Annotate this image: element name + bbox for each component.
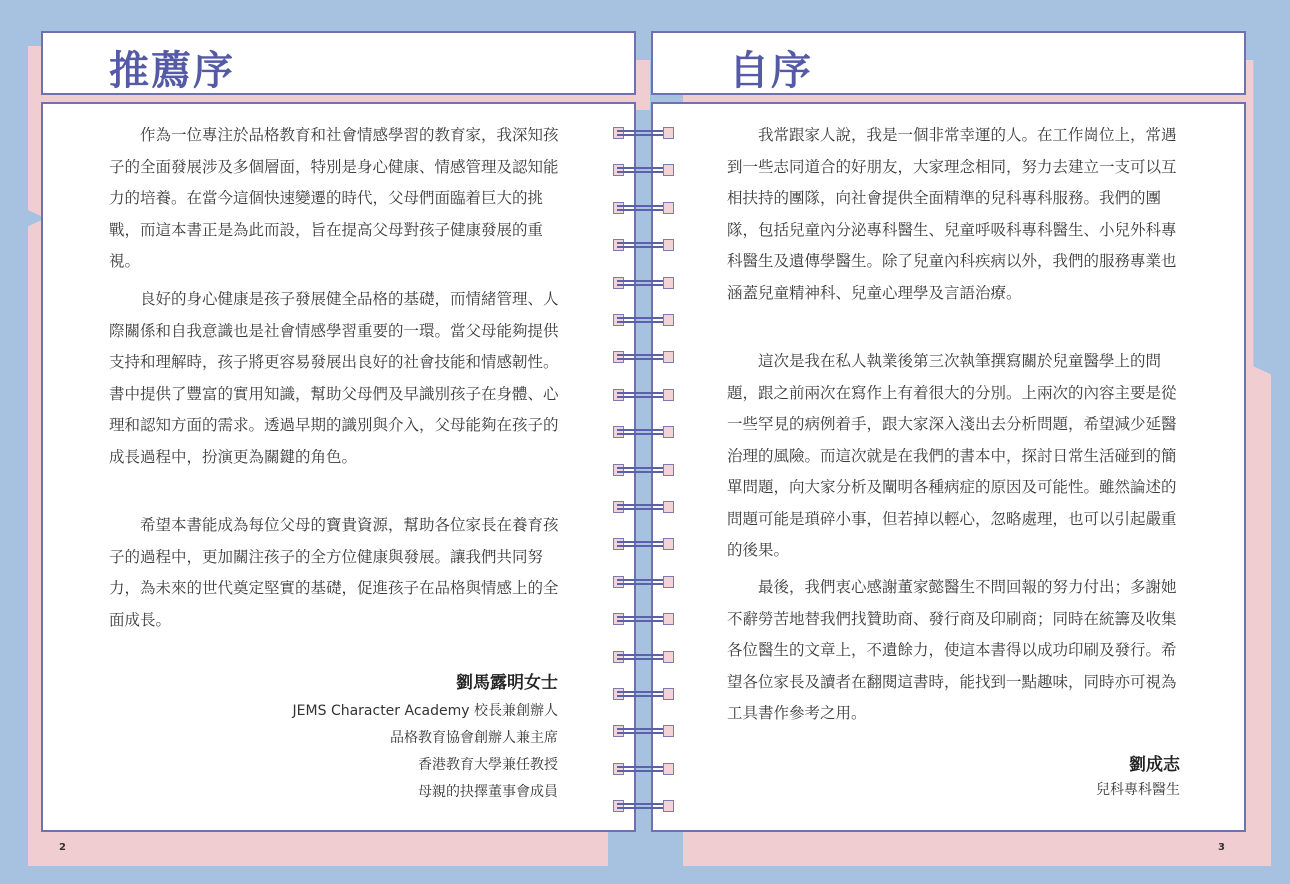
spiral-ring <box>613 277 674 289</box>
left-paragraph-1: 作為一位專注於品格教育和社會情感學習的教育家，我深知孩子的全面發展涉及多個層面，特別是身心健康、情感管理及認知能力的培養。在當今這個快速變遷的時代，父母們面臨着巨大的挑戰，而這本書正是為此而設，旨在提高父母對孩子健康發展的重視。 <box>109 126 559 270</box>
right-page-title: 自序 <box>729 48 813 94</box>
spiral-ring <box>613 538 674 550</box>
spiral-ring <box>613 314 674 326</box>
spiral-ring <box>613 501 674 513</box>
spiral-ring <box>613 464 674 476</box>
left-signature-title-1: JEMS Character Academy 校長兼創辦人 <box>292 703 558 719</box>
right-page-number: 3 <box>1218 842 1225 853</box>
spiral-ring <box>613 576 674 588</box>
left-signature-name: 劉馬露明女士 <box>456 673 558 693</box>
right-paragraph-2: 這次是我在私人執業後第三次執筆撰寫關於兒童醫學上的問題，跟之前兩次在寫作上有着很大的分別。上兩次的內容主要是從一些罕見的病例着手，跟大家深入淺出去分析問題，希望減少延醫治理的風險。而這次就是在我們的書本中，探討日常生活碰到的簡單問題，向大家分析及闡明各種病症的原因及可能性。雖然論述的問題可能是瑣碎小事，但若掉以輕心，忽略處理，也可以引起嚴重的後果。 <box>727 352 1177 559</box>
left-signature-title-3: 香港教育大學兼任教授 <box>418 757 558 773</box>
spiral-ring <box>613 688 674 700</box>
left-signature-title-2: 品格教育協會創辦人兼主席 <box>390 730 558 746</box>
spiral-ring <box>613 127 674 139</box>
spiral-ring <box>613 239 674 251</box>
right-paragraph-1: 我常跟家人說，我是一個非常幸運的人。在工作崗位上，常遇到一些志同道合的好朋友，大家理念相同，努力去建立一支可以互相扶持的團隊，向社會提供全面精準的兒科專科服務。我們的團隊，包括兒童內分泌專科醫生、兒童呼吸科專科醫生、小兒外科專科醫生及遺傳學醫生。除了兒童內科疾病以外，我們的服務專業也涵蓋兒童精神科、兒童心理學及言語治療。 <box>727 126 1177 302</box>
left-paragraph-3: 希望本書能成為每位父母的寶貴資源，幫助各位家長在養育孩子的過程中，更加關注孩子的全方位健康與發展。讓我們共同努力，為未來的世代奠定堅實的基礎，促進孩子在品格與情感上的全面成長。 <box>109 516 559 629</box>
spiral-ring <box>613 389 674 401</box>
right-signature-title-1: 兒科專科醫生 <box>1096 782 1180 798</box>
spiral-ring <box>613 202 674 214</box>
right-title-card <box>651 31 1246 95</box>
right-body-card <box>651 102 1246 832</box>
left-page-number: 2 <box>59 842 66 853</box>
spiral-ring <box>613 613 674 625</box>
spiral-ring <box>613 800 674 812</box>
left-signature-title-4: 母親的抉擇董事會成員 <box>418 784 558 800</box>
left-paragraph-2: 良好的身心健康是孩子發展健全品格的基礎，而情緒管理、人際關係和自我意識也是社會情感學習重要的一環。當父母能夠提供支持和理解時，孩子將更容易發展出良好的社會技能和情感韌性。書中提供了豐富的實用知識，幫助父母們及早識別孩子在身體、心理和認知方面的需求。透過早期的識別與介入，父母能夠在孩子的成長過程中，扮演更為關鍵的角色。 <box>109 290 559 466</box>
spiral-ring <box>613 763 674 775</box>
spiral-ring <box>613 651 674 663</box>
right-paragraph-3: 最後，我們衷心感謝董家懿醫生不問回報的努力付出；多謝她不辭勞苦地替我們找贊助商、發行商及印刷商；同時在統籌及收集各位醫生的文章上，不遺餘力，使這本書得以成功印刷及發行。希望各位家長及讀者在翻閱這書時，能找到一點趣味，同時亦可視為工具書作參考之用。 <box>727 578 1177 722</box>
spiral-ring <box>613 351 674 363</box>
spiral-ring <box>613 426 674 438</box>
left-page-title: 推薦序 <box>109 48 235 94</box>
right-signature-name: 劉成志 <box>1129 755 1180 775</box>
spiral-ring <box>613 164 674 176</box>
spiral-ring <box>613 725 674 737</box>
